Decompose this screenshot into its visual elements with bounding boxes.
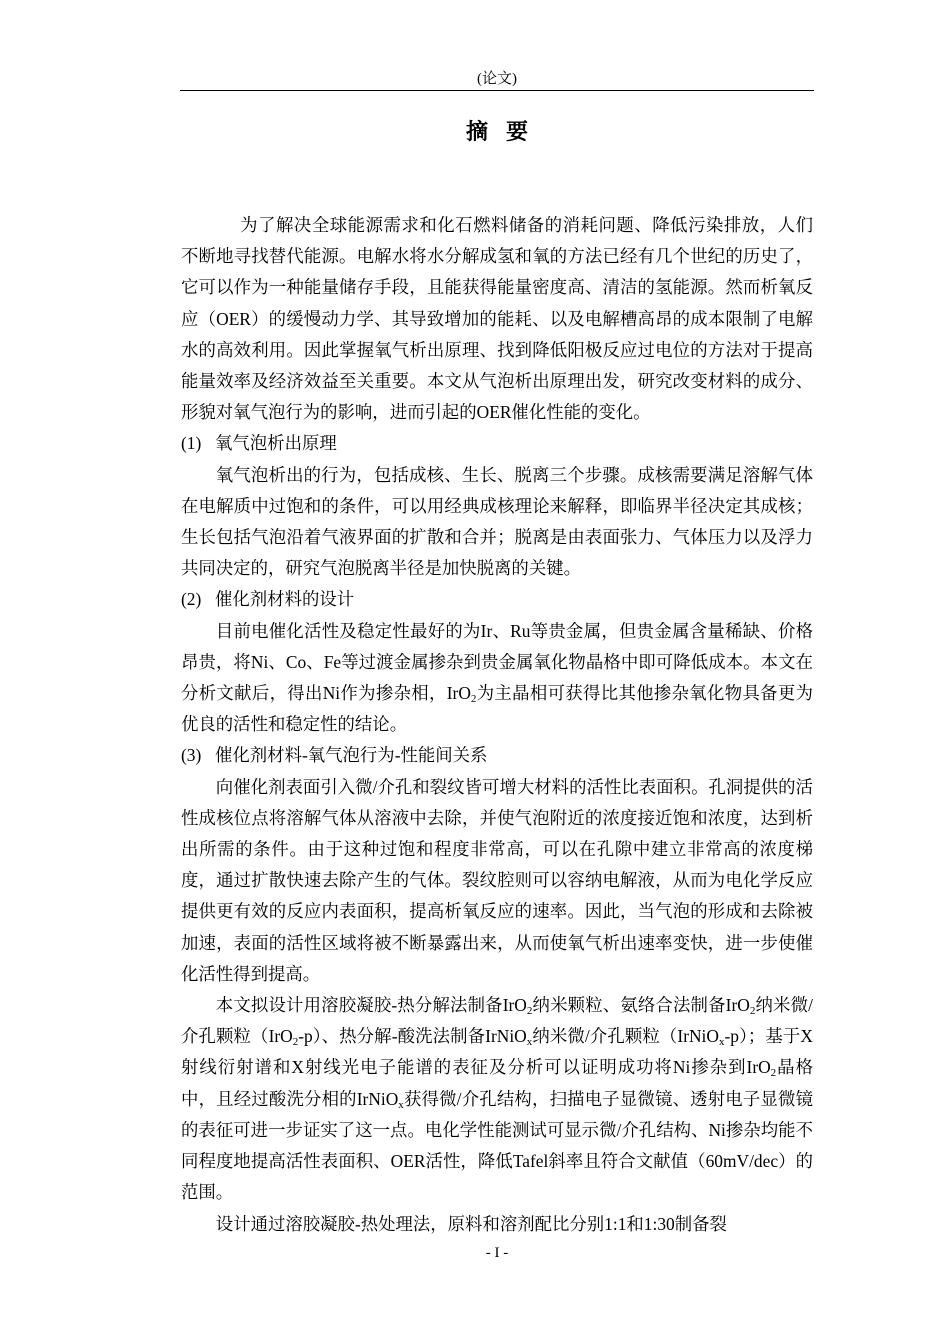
section-number: (1) <box>181 433 202 454</box>
paragraph-bubble-principle: 氧气泡析出的行为，包括成核、生长、脱离三个步骤。成核需要满足溶解气体在电解质中过饱和的条件，可以用经典成核理论来解释，即临界半径决定其成核；生长包括气泡沿着气液界面的扩散和合并；脱离是由表面张力、气体压力以及浮力共同决定的，研究气泡脱离半径是加快脱离的关键。 <box>181 464 813 579</box>
subscript: x <box>398 1098 404 1111</box>
section-number: (3) <box>181 745 202 766</box>
section-heading-text: 催化剂材料的设计 <box>215 589 355 610</box>
section-heading-text: 催化剂材料-氧气泡行为-性能间关系 <box>215 745 488 766</box>
abstract-body <box>181 210 813 1240</box>
paragraph-structure-relation: 向催化剂表面引入微/介孔和裂纹皆可增大材料的活性比表面积。孔洞提供的活性成核位点将溶解气体从溶液中去除，并使气泡附近的浓度接近饱和浓度，达到析出所需的条件。由于这种过饱和程度非常高，可以在孔隙中建立非常高的浓度梯度，通过扩散快速去除产生的气体。裂纹腔则可以容纳电解液，从而为电化学反应提供更有效的反应内表面积，提高析氧反应的速率。因此，当气泡的形成和去除被加速，表面的活性区域将被不断暴露出来，从而使氧气析出速率变快，进一步使催化活性得到提高。 <box>181 776 813 984</box>
section-heading-text: 氧气泡析出原理 <box>215 433 337 454</box>
text-run: 目前电催化活性及稳定性最好的为Ir、Ru等贵金属，但贵金属含量稀缺、价格昂贵，将Ni、Co、Fe等过渡金属掺杂到贵金属氧化物晶格中即可降低成本。本文在分析文献后，得出Ni作为掺杂相，IrO <box>181 620 813 704</box>
header-rule <box>180 90 814 91</box>
paragraph-catalyst-design <box>181 616 813 741</box>
section-heading-1 <box>181 428 813 459</box>
text-run: -p）、热分解-酸洗法制备IrNiO <box>298 1026 527 1047</box>
page-title: 摘要 <box>465 120 546 145</box>
section-heading-2 <box>181 584 813 615</box>
section-number: (2) <box>181 589 202 610</box>
text-run: -p）；基于X射线衍射谱和X射线光电子能谱的表征及分析可以证明成功将Ni掺杂到IrO <box>181 1026 813 1078</box>
subscript: 2 <box>292 1036 299 1049</box>
text-run: 纳米颗粒、氨络合法制备IrO <box>532 995 750 1016</box>
text-run: 晶格中，且经过酸洗分相的IrNiO <box>181 1057 813 1109</box>
text-run: 纳米微/介孔颗粒（IrNiO <box>532 1026 719 1047</box>
section-heading-3 <box>181 740 813 771</box>
subscript: 2 <box>749 1005 756 1018</box>
page-number: - I - <box>485 1245 509 1261</box>
subscript: x <box>718 1036 725 1049</box>
subscript: x <box>526 1036 533 1049</box>
subscript: 2 <box>526 1005 533 1018</box>
subscript: 2 <box>470 693 477 706</box>
subscript: 2 <box>770 1067 777 1080</box>
paragraph-experiment-plan <box>181 990 813 1208</box>
text-run: 纳米微/介孔颗粒（IrO <box>181 995 813 1047</box>
paragraph-continued: 设计通过溶胶凝胶-热处理法，原料和溶剂配比分别1:1和1:30制备裂 <box>215 1213 727 1234</box>
text-run: 为主晶相可获得比其他掺杂氧化物具备更为优良的活性和稳定性的结论。 <box>181 683 813 735</box>
text-run: 获得微/介孔结构，扫描电子显微镜、透射电子显微镜的表征可进一步证实了这一点。电化学性能测试可显示微/介孔结构、Ni掺杂均能不同程度地提高活性表面积、OER活性，降低Tafel斜率且符合文献值（60mV/dec）的范围。 <box>181 1088 813 1203</box>
paragraph-intro: 为了解决全球能源需求和化石燃料储备的消耗问题、降低污染排放，人们不断地寻找替代能源。电解水将水分解成氢和氧的方法已经有几个世纪的历史了，它可以作为一种能量储存手段，且能获得能量密度高、清洁的氢能源。然而析氧反应（OER）的缓慢动力学、其导致增加的能耗、以及电解槽高昂的成本限制了电解水的高效利用。因此掌握氧气析出原理、找到降低阳极反应过电位的方法对于提高能量效率及经济效益至关重要。本文从气泡析出原理出发，研究改变材料的成分、形貌对氧气泡行为的影响，进而引起的OER催化性能的变化。 <box>181 215 813 423</box>
running-header: (论文) <box>477 71 517 87</box>
text-run: 本文拟设计用溶胶凝胶-热分解法制备IrO <box>215 995 527 1016</box>
